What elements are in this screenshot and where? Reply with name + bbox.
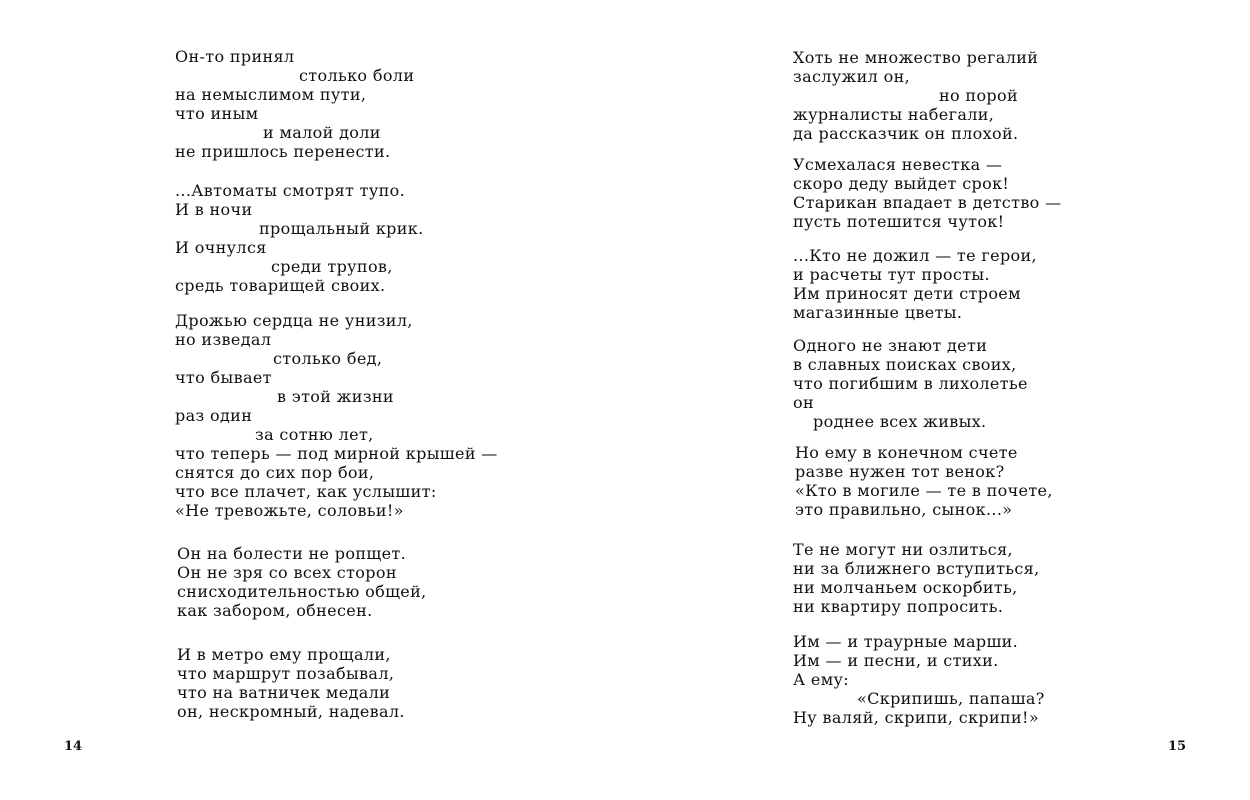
poem-line: как забором, обнесен. xyxy=(177,601,373,620)
poem-line: Дрожью сердца не унизил, xyxy=(175,311,413,330)
stanza-5 xyxy=(795,443,1053,519)
poem-line: магазинные цветы. xyxy=(793,303,963,322)
poem-line: Но ему в конечном счете xyxy=(795,443,1018,462)
poem-line: разве нужен тот венок? xyxy=(795,462,1005,481)
poem-line: ни квартиру попросить. xyxy=(793,597,1004,616)
poem-line: заслужил он, xyxy=(793,67,911,86)
poem-line: ни молчаньем оскорбить, xyxy=(793,578,1018,597)
stanza-5 xyxy=(177,645,405,721)
stanza-2 xyxy=(793,155,1061,231)
poem-line: что маршрут позабывал, xyxy=(177,664,395,683)
poem-line: в славных поисках своих, xyxy=(793,355,1017,374)
poem-line: он, нескромный, надевал. xyxy=(177,702,405,721)
poem-line: Хоть не множество регалий xyxy=(793,48,1039,67)
poem-line: пусть потешится чуток! xyxy=(793,212,1005,231)
poem-line: Усмехалася невестка — xyxy=(793,155,1003,174)
poem-line: И в метро ему прощали, xyxy=(177,645,391,664)
poem-line: ни за ближнего вступиться, xyxy=(793,559,1040,578)
poem-line: снятся до сих пор бои, xyxy=(175,463,375,482)
poem-line: что на ватничек медали xyxy=(177,683,391,702)
right-page xyxy=(625,0,1250,800)
poem-line: и малой доли xyxy=(263,123,381,142)
poem-line: Ну валяй, скрипи, скрипи!» xyxy=(793,708,1039,727)
poem-line: не пришлось перенести. xyxy=(175,142,391,161)
stanza-6 xyxy=(793,540,1040,616)
poem-line: средь товарищей своих. xyxy=(175,276,386,295)
poem-line: Им приносят дети строем xyxy=(793,284,1021,303)
stanza-4 xyxy=(177,544,427,620)
poem-line: что погибшим в лихолетье xyxy=(793,374,1028,393)
poem-line: на немыслимом пути, xyxy=(175,85,367,104)
poem-line: в этой жизни xyxy=(277,387,394,406)
poem-line: Одного не знают дети xyxy=(793,336,988,355)
poem-line: «Не тревожьте, соловьи!» xyxy=(175,501,404,520)
poem-line: что теперь — под мирной крышей — xyxy=(175,444,498,463)
poem-line: среди трупов, xyxy=(271,257,393,276)
poem-line: прощальный крик. xyxy=(259,219,424,238)
stanza-2 xyxy=(175,181,424,295)
poem-line: Те не могут ни озлиться, xyxy=(793,540,1013,559)
poem-line: И в ночи xyxy=(175,200,253,219)
poem-line: за сотню лет, xyxy=(255,425,374,444)
poem-line: Он на болести не ропщет. xyxy=(177,544,407,563)
poem-line: это правильно, сынок...» xyxy=(795,500,1013,519)
poem-line: А ему: xyxy=(793,670,850,689)
poem-line: ...Кто не дожил — те герои, xyxy=(793,246,1037,265)
poem-line: ...Автоматы смотрят тупо. xyxy=(175,181,406,200)
poem-line: столько боли xyxy=(299,66,415,85)
poem-line: он xyxy=(793,393,814,412)
poem-line: и расчеты тут просты. xyxy=(793,265,990,284)
poem-line: снисходительностью общей, xyxy=(177,582,427,601)
poem-line: Старикан впадает в детство — xyxy=(793,193,1062,212)
poem-line: роднее всех живых. xyxy=(813,412,987,431)
poem-line: И очнулся xyxy=(175,238,267,257)
poem-line: Он не зря со всех сторон xyxy=(177,563,397,582)
page-number: 15 xyxy=(1168,739,1187,754)
poem-line: что иным xyxy=(175,104,259,123)
poem-line: Им — и траурные марши. xyxy=(793,632,1019,651)
poem-line: что все плачет, как услышит: xyxy=(175,482,437,501)
page-number: 14 xyxy=(64,739,83,754)
poem-line: журналисты набегали, xyxy=(793,105,995,124)
poem-line: но порой xyxy=(939,86,1019,105)
poem-line: но изведал xyxy=(175,330,272,349)
stanza-3 xyxy=(793,246,1037,322)
stanza-7 xyxy=(793,632,1045,727)
stanza-3 xyxy=(175,311,498,520)
stanza-1 xyxy=(793,48,1038,143)
poem-line: «Кто в могиле — те в почете, xyxy=(795,481,1053,500)
poem-line: Им — и песни, и стихи. xyxy=(793,651,999,670)
stanza-1 xyxy=(175,47,414,161)
poem-line: Он-то принял xyxy=(175,47,295,66)
poem-line: что бывает xyxy=(175,368,272,387)
poem-line: да рассказчик он плохой. xyxy=(793,124,1019,143)
poem-line: раз один xyxy=(175,406,253,425)
poem-line: «Скрипишь, папаша? xyxy=(857,689,1045,708)
stanza-4 xyxy=(793,336,1028,431)
poem-line: столько бед, xyxy=(273,349,383,368)
poem-line: скоро деду выйдет срок! xyxy=(793,174,1010,193)
